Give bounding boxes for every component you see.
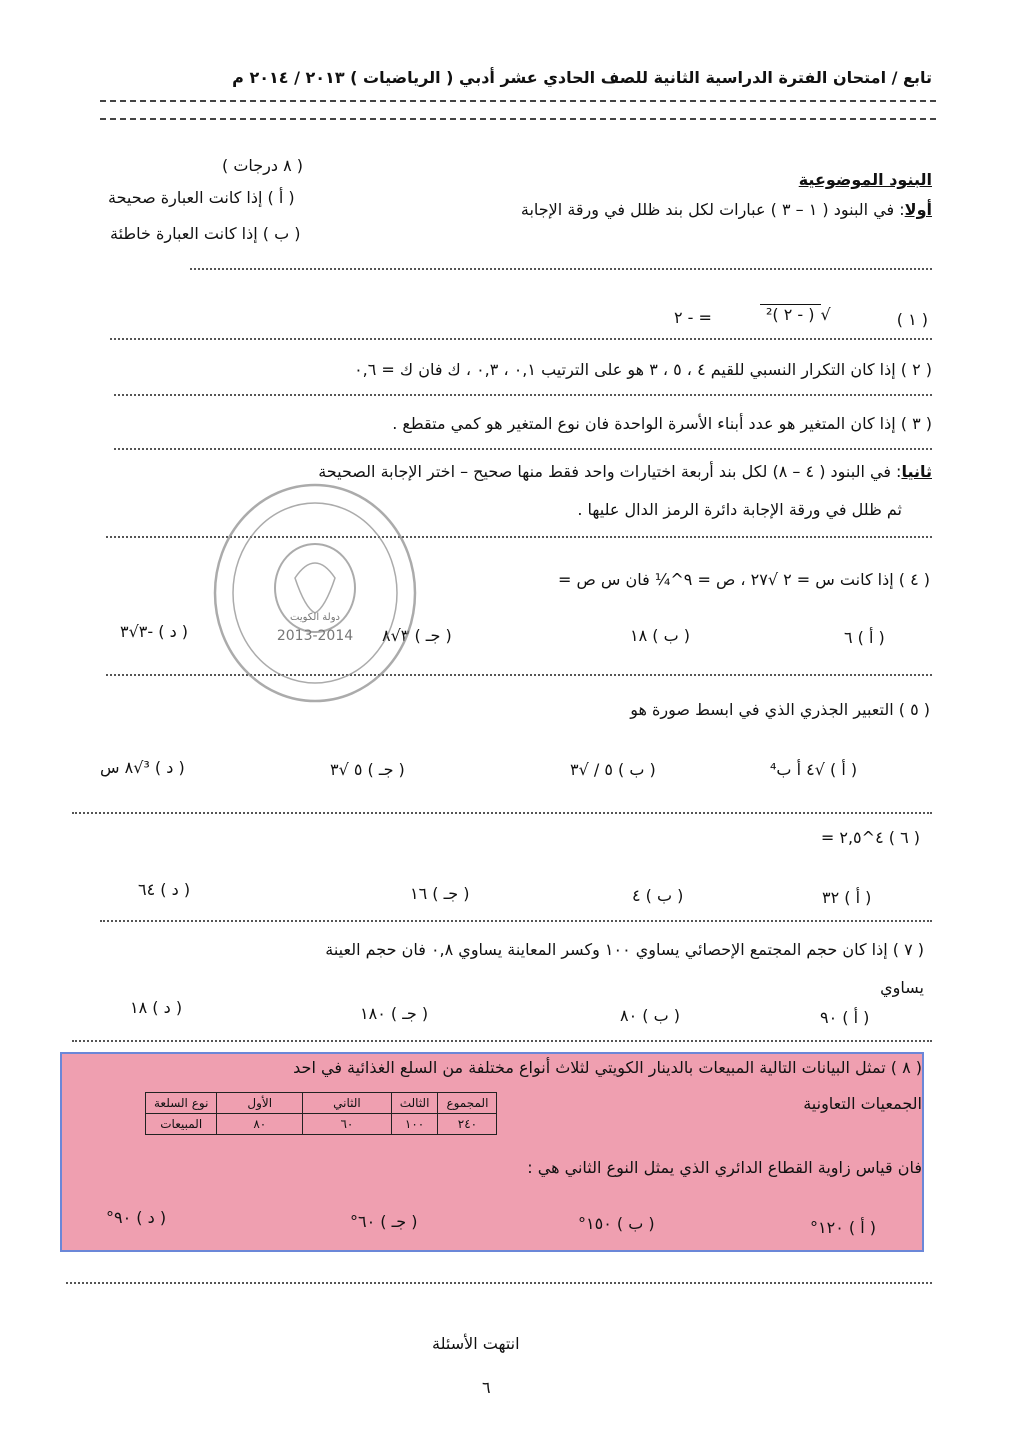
separator [66, 1282, 932, 1284]
table-cell: الأول [217, 1093, 303, 1114]
table-cell: ٦٠ [303, 1114, 392, 1135]
sales-table [145, 1092, 497, 1135]
q7-stem: ( ٧ ) إذا كان حجم المجتمع الإحصائي يساوي ١٠٠ وكسر المعاينة يساوي ٠,٨ فان حجم العينة [325, 940, 924, 959]
q8-stem2: الجمعيات التعاونية [803, 1094, 922, 1113]
table-cell: الثالث [391, 1093, 438, 1114]
q5-option-c: ( جـ ) ٥ √٣ [330, 760, 405, 779]
part2-label: ثانيا [901, 462, 932, 481]
q8-option-d: ( د ) ٩٠° [106, 1208, 167, 1227]
part1-label: أولا [904, 200, 932, 219]
section-heading: البنود الموضوعية [798, 170, 932, 189]
q8-highlight [60, 1052, 924, 1252]
q7-option-a: ( أ ) ٩٠ [820, 1008, 870, 1027]
separator [114, 394, 932, 396]
q7-stem2: يساوي [880, 978, 924, 997]
q1-num: ( ١ ) [896, 310, 928, 329]
q7-option-b: ( ب ) ٨٠ [620, 1006, 680, 1025]
table-row [146, 1093, 497, 1114]
q6-option-a: ( أ ) ٣٢ [822, 888, 872, 907]
q4-option-a: ( أ ) ٦ [844, 628, 885, 647]
part2-text: : في البنود ( ٤ – ٨) لكل بند أربعة اختيارات واحد فقط منها صحيح – اختر الإجابة الصحيحة [318, 462, 902, 481]
q7-option-d: ( د ) ١٨ [130, 998, 183, 1017]
part2-text2: ثم ظلل في ورقة الإجابة دائرة الرمز الدال عليها . [577, 500, 902, 519]
separator [72, 1040, 932, 1042]
table-cell: ١٠٠ [391, 1114, 438, 1135]
exam-header: تابع / امتحان الفترة الدراسية الثانية للصف الحادي عشر أدبي ( الرياضيات ) ٢٠١٣ / ٢٠١٤ م [232, 68, 932, 87]
header-divider [100, 100, 936, 102]
q8-stem: ( ٨ ) تمثل البيانات التالية المبيعات بالدينار الكويتي لثلاث أنواع مختلفة من السلع الغذائية في احد [293, 1058, 922, 1077]
q6-option-c: ( جـ ) ١٦ [410, 884, 470, 903]
q4-stem: ( ٤ ) إذا كانت س = ٢ √٢٧ ، ص = ٩^¼ فان س ص = [557, 570, 930, 589]
separator [72, 812, 932, 814]
q4-option-c: ( جـ ) ٣√٨ [382, 626, 452, 645]
separator [190, 268, 932, 270]
q1-result: = - ٢ [674, 308, 712, 327]
part1-text: : في البنود ( ١ – ٣ ) عبارات لكل بند ظلل في ورقة الإجابة [520, 200, 905, 219]
q6-option-d: ( د ) ٦٤ [138, 880, 191, 899]
header-divider-2 [100, 118, 936, 120]
true-option: ( أ ) إذا كانت العبارة صحيحة [108, 188, 295, 207]
q3-text: ( ٣ ) إذا كان المتغير هو عدد أبناء الأسرة الواحدة فان نوع المتغير هو كمي متقطع . [392, 414, 932, 433]
part1-line [521, 200, 932, 219]
stamp-text: دولة الكويت [290, 612, 340, 623]
separator [114, 448, 932, 450]
q6-stem: ( ٦ ) ٤^٢,٥ = [820, 828, 920, 847]
separator [110, 338, 932, 340]
false-option: ( ب ) إذا كانت العبارة خاطئة [110, 224, 301, 243]
stamp-year: 2013-2014 [276, 628, 354, 644]
table-cell: ٨٠ [217, 1114, 303, 1135]
q4-option-b: ( ب ) ١٨ [630, 626, 690, 645]
q8-option-c: ( جـ ) ٦٠° [350, 1212, 418, 1231]
q8-option-b: ( ب ) ١٥٠° [578, 1214, 655, 1233]
page-number: ٦ [482, 1378, 491, 1397]
q5-option-d: ( د ) ³√٨ س [100, 758, 185, 777]
q5-option-a: ( أ ) √٤ أ ب⁴ [770, 760, 858, 779]
q7-option-c: ( جـ ) ١٨٠ [360, 1004, 429, 1023]
ministry-stamp [210, 478, 420, 708]
marks-label: ( ٨ درجات ) [222, 156, 304, 175]
table-cell: الثاني [303, 1093, 392, 1114]
q5-stem: ( ٥ ) التعبير الجذري الذي في ابسط صورة هو [630, 700, 930, 719]
table-cell: المجموع [438, 1093, 497, 1114]
q2-text: ( ٢ ) إذا كان التكرار النسبي للقيم ٤ ، ٥ ، ٣ هو على الترتيب ٠,١ ، ٠,٣ ، ك فان ك = ٠,٦ [354, 360, 932, 379]
q8-option-a: ( أ ) ١٢٠° [810, 1218, 876, 1237]
q5-option-b: ( ب ) ٥ / √٣ [570, 760, 656, 779]
table-cell: المبيعات [146, 1114, 217, 1135]
end-note: انتهت الأسئلة [432, 1334, 520, 1353]
table-cell: ٢٤٠ [438, 1114, 497, 1135]
q4-option-d: ( د ) -٣√٣ [120, 622, 189, 641]
table-cell: نوع السلعة [146, 1093, 217, 1114]
table-row [146, 1114, 497, 1135]
q8-question: فان قياس زاوية القطاع الدائري الذي يمثل النوع الثاني هي : [527, 1158, 922, 1177]
separator [100, 920, 932, 922]
q1-expr: √( - ٢ )² [760, 304, 831, 324]
q6-option-b: ( ب ) ٤ [632, 886, 684, 905]
